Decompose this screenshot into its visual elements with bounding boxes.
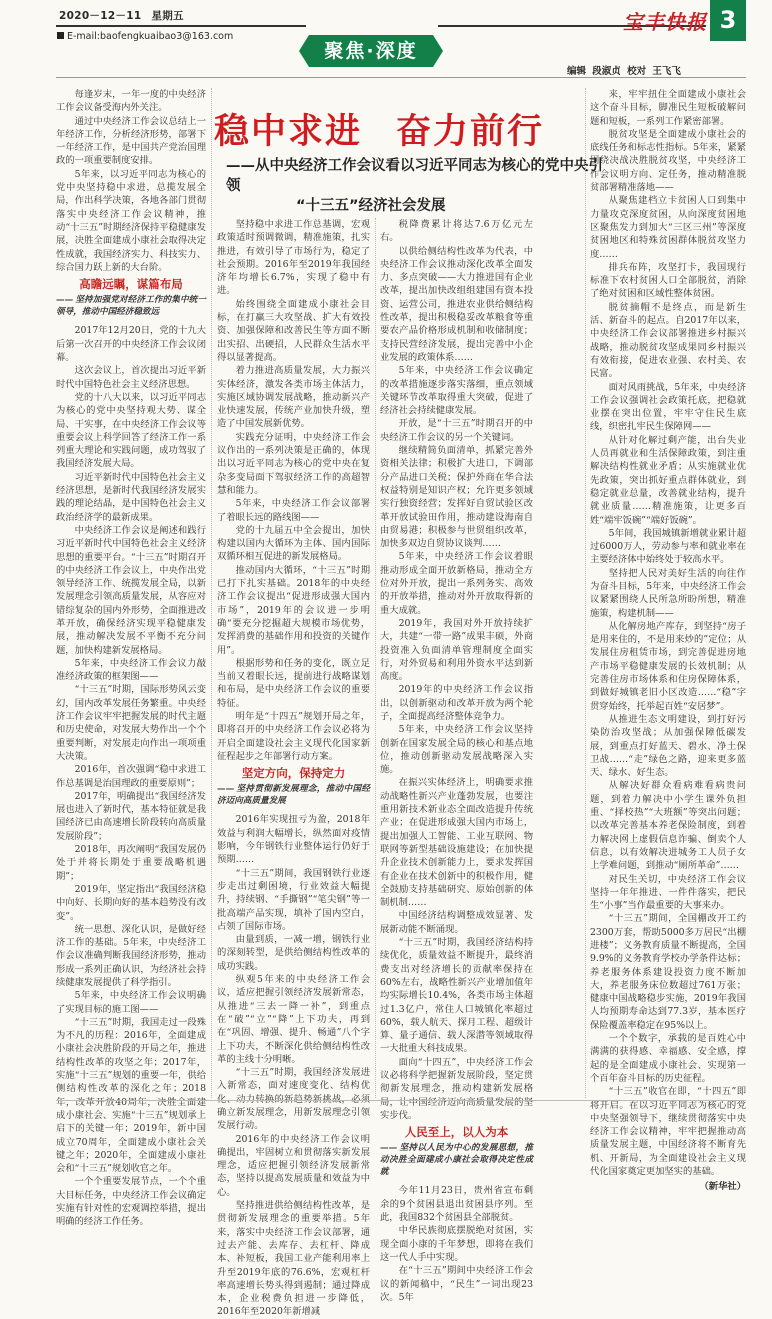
paragraph: 5年来，中央经济工作会议着眼推动形成全面开放新格局，推动全方位对外开放，提出一系列务实、高效的开放举措，推动对外开放取得新的重大成就。 bbox=[380, 551, 533, 616]
col1-top-paragraphs bbox=[56, 88, 206, 274]
section-2-title: 坚定方向，保持定力 bbox=[241, 766, 346, 781]
paragraph: 脱贫攻坚是全面建成小康社会的底线任务和标志性指标。5年来，紧紧围绕决战决胜脱贫攻坚，中央经济工作会议明方向、定任务，推动精准脱贫部署精准落地—— bbox=[590, 128, 746, 194]
paragraph: 5年来，中央经济工作会议部署了着眼长远的路线图—— bbox=[217, 498, 370, 523]
paragraph: 开放，是“十三五”时期召开的中央经济工作会议的另一个关键词。 bbox=[380, 418, 533, 443]
subhead-line-1: ——从中央经济工作会议看以习近平同志为核心的党中央引领 bbox=[226, 158, 603, 194]
kicker-dash: —— bbox=[56, 295, 74, 306]
paragraph: 2018年，再次阐明“我国发展仍处于并将长期处于重要战略机遇期”； bbox=[56, 844, 206, 882]
paragraph: 5年来，中央经济工作会议坚持创新在国家发展全局的核心和基点地位，推动创新驱动发展战略深入实施。 bbox=[380, 724, 533, 776]
header-divider bbox=[56, 77, 746, 78]
paragraph: 推动国内大循环，“十三五”时期已打下扎实基础。2018年的中央经济工作会议提出“促进形成强大国内市场”，2019年的会议进一步明确“要充分挖掘超大规模市场优势，发挥消费的基础作用和投资的关键作用”。 bbox=[217, 564, 370, 656]
paragraph: 2016年的中央经济工作会议明确提出，牢固树立和贯彻落实新发展理念，适应把握引领经济发展新常态，坚持以提高发展质量和效益为中心。 bbox=[217, 1133, 370, 1198]
section-2-kicker-text: 坚持贯彻新发展理念，推动中国经济迈向高质量发展 bbox=[217, 784, 370, 807]
paragraph: 2016年实现扭亏为盈，2018年效益与利润大幅增长，纵然面对疫情影响，今年钢铁行业整体运行仍好于预期…… bbox=[217, 814, 370, 866]
paragraph: 5年来，中央经济工作会议力敲准经济政策的框架图—— bbox=[56, 657, 206, 683]
paragraph: 着力推进高质量发展，大力振兴实体经济，激发各类市场主体活力，实施区域协调发展战略，推动新兴产业快速发展，传统产业加快升级，塑造了中国发展新优势。 bbox=[217, 365, 370, 430]
paragraph: “十三五”时期，国际形势风云变幻，国内改革发展任务繁重。中央经济工作会议牢牢把握发展的时代主题和历史使命，对发展大势作出一个个重要判断，对发展走向作出一项项重大决策。 bbox=[56, 684, 206, 762]
section-2-kicker bbox=[217, 783, 370, 807]
paragraph: 从解决好群众看病难看病贵问题，到着力解决中小学生课外负担重、“择校热”“大班额”等突出问题；以改革完善基本养老保险制度，到着力解决网上虚假信息诈骗、倒卖个人信息，以有效解决进城务工人员子女上学难问题，到推动“厕所革命”…… bbox=[590, 780, 746, 872]
col1-main-paragraphs bbox=[56, 324, 206, 1228]
column-separator bbox=[211, 88, 212, 1098]
paragraph: 面向“十四五”，中央经济工作会议必将科学把握新发展阶段，坚定贯彻新发展理念，推动构建新发展格局，让中国经济迈向高质量发展的坚实步伐。 bbox=[380, 1056, 533, 1121]
col2-paragraphs-b bbox=[217, 813, 370, 1318]
article-headline bbox=[214, 104, 544, 154]
paper-logo: 宝丰快报 bbox=[623, 10, 707, 34]
paragraph: 坚持把人民对美好生活的向往作为奋斗目标，5年来，中央经济工作会议紧紧围绕人民所急所盼所想，精准施策，构建机制—— bbox=[590, 567, 746, 619]
col3-paragraphs-b bbox=[380, 1184, 533, 1304]
paragraph: 2019年，我国对外开放持续扩大，共建“一带一路”成果丰硕，外商投资准入负面清单管理制度全面实行，对外贸易和利用外资水平达到新高度。 bbox=[380, 617, 533, 683]
section-3-kicker bbox=[380, 1142, 533, 1178]
section-3-kicker-text: 坚持以人民为中心的发展思想，推动决胜全面建成小康社会取得决定性成就 bbox=[380, 1143, 533, 1178]
paragraph: 继续精简负面清单，抓紧完善外资相关法律；积极扩大进口，下调部分产品进口关税；保护外商在华合法权益特别是知识产权；允许更多领域实行独资经营；发挥好自贸试验区改革开放试验田作用，推动建设海南自由贸易港；积极参与世贸组织改革，加快多双边自贸协议谈判…… bbox=[380, 445, 533, 550]
weekday-text: 星期五 bbox=[151, 10, 184, 22]
paragraph: “十三五”时期，我国经济发展进入新常态，面对速度变化、结构优化、动力转换的新趋势新挑战，必须确立新发展理念，用新发展理念引领发展行动。 bbox=[217, 1067, 370, 1132]
paragraph: 实践充分证明，中央经济工作会议作出的一系列决策是正确的，体现出以习近平同志为核心的党中央在复杂多变局面下驾驭经济工作的高超智慧和能力。 bbox=[217, 431, 370, 496]
paragraph: 从针对化解过剩产能，出台失业人员再就业和生活保障政策，到注重解决结构性就业矛盾；从实施就业优先政策，突出抓好重点群体就业，到稳定就业总量，改善就业结构，提升就业质量……精准施策，让更多百姓“端牢饭碗”“端好饭碗”。 bbox=[590, 434, 746, 526]
paragraph: 党的十八大以来，以习近平同志为核心的党中央坚持观大势、谋全局、干实事，在中央经济工作会议等重要会议上科学回答了经济工作一系列重大理论和实践问题，成功驾驭了我国经济发展大局。 bbox=[56, 391, 206, 470]
paragraph: 中央经济工作会议是阐述和践行习近平新时代中国特色社会主义经济思想的重要平台。“十三五”时期召开的中央经济工作会议上，中央作出党领导经济工作、统揽发展全局，以新发展理念引领高质量发展，从容应对错综复杂的国内外形势，全面推进改革开放，确保经济实现平稳健康发展，推动解决发展不平衡不充分问题，加快构建新发展格局。 bbox=[56, 524, 206, 656]
paragraph: “十三五”期间，我国钢铁行业逐步走出过剩困境，行业效益大幅提升，持续钢、“手撕钢”“笔尖钢”等一批高端产品实现，填补了国内空白，占领了国际市场。 bbox=[217, 867, 370, 932]
col3-paragraphs-a bbox=[380, 218, 533, 1122]
paragraph: 在振兴实体经济上，明确要求推动战略性新兴产业蓬勃发展，也要注重用新技术新业态全面改造提升传统产业；在促进形成强大国内市场上，提出加强人工智能、工业互联网、物联网等新型基础设施建设；在加快提升企业技术创新能力上，要求发挥国有企业在技术创新中的积极作用，健全鼓励支持基础研究、原始创新的体制机制…… bbox=[380, 777, 533, 909]
paragraph: 税降费累计将达7.6万亿元左右。 bbox=[380, 219, 533, 244]
paragraph: 脱贫摘帽不是终点，而是新生活、新奋斗的起点。自2017年以来，中央经济工作会议部署推进乡村振兴战略，推动脱贫攻坚成果同乡村振兴有效衔接，促进农业强、农村美、农民富。 bbox=[590, 301, 746, 380]
paragraph: 今年11月23日，贵州省宣布剩余的9个贫困县退出贫困县序列。至此，我国832个贫困县全部脱贫。 bbox=[380, 1185, 533, 1224]
paragraph: 对民生关切，中央经济工作会议坚持一年年推进、一件件落实，把民生“小事”当作最重要的大事来办。 bbox=[590, 873, 746, 912]
email-text: E-mail:baofengkuaibao3@163.com bbox=[67, 31, 234, 42]
paragraph: 2017年12月20日，党的十九大后第一次召开的中央经济工作会议闭幕。 bbox=[56, 325, 206, 364]
headline-part-1: 稳中求进 bbox=[214, 111, 363, 152]
paragraph: 2019年，坚定指出“我国经济稳中向好、长期向好的基本趋势没有改变”。 bbox=[56, 883, 206, 922]
paragraph: 面对风雨挑战，5年来，中央经济工作会议强调社会政策托底，把稳就业摆在突出位置，牢牢守住民生底线，织密扎牢民生保障网—— bbox=[590, 381, 746, 433]
column-3 bbox=[380, 218, 533, 1303]
paragraph: 2017年，明确提出“我国经济发展也进入了新时代，基本特征就是我国经济已由高速增长阶段转向高质量发展阶段”； bbox=[56, 790, 206, 842]
col2-paragraphs-a bbox=[217, 218, 370, 763]
article-subhead bbox=[226, 156, 606, 216]
kicker-dash: —— bbox=[380, 1143, 398, 1154]
paragraph: 纵观5年来的中央经济工作会议，适应把握引领经济发展新常态，从推进“三去一降一补”，到重点在“破”“立”“降”上下功夫，再到在“巩固、增强、提升、畅通”八个字上下功夫，不断深化供给侧结构性改革的主线十分明晰。 bbox=[217, 974, 370, 1065]
paragraph: 由量到质，一减一增，钢铁行业的深刻转型，是供给侧结构性改革的成功实践。 bbox=[217, 934, 370, 972]
date-text: 2020－12－11 bbox=[59, 10, 142, 22]
editors-line: 编辑 段淑贞 校对 王飞飞 bbox=[567, 66, 681, 77]
paragraph: 明年是“十四五”规划开局之年，即将召开的中央经济工作会议必将为开启全面建设社会主义现代化国家新征程起步之年部署行动方案。 bbox=[217, 710, 370, 762]
paragraph: 习近平新时代中国特色社会主义经济思想，是新时代我国经济发展实践的理论结晶，是中国特色社会主义政治经济学的最新成果。 bbox=[56, 471, 206, 523]
paragraph: 坚持稳中求进工作总基调，宏观政策适时预调微调，精准施策，扎实推进，有效引导了市场行为，稳定了社会预期。2016年至2019年我国经济年均增长6.7%，实现了稳中有进。 bbox=[217, 219, 370, 297]
masthead-rule-left bbox=[56, 25, 306, 27]
paragraph: 5年来，以习近平同志为核心的党中央坚持稳中求进，总揽发展全局，作出科学决策，各地各部门贯彻落实中央经济工作会议精神，推动“十三五”时期经济保持平稳健康发展，决胜全面建成小康社会取得决定性成就，我国经济实力、科技实力、综合国力跃上新的大台阶。 bbox=[56, 168, 206, 273]
paragraph: 每逢岁末，一年一度的中央经济工作会议备受海内外关注。 bbox=[56, 89, 206, 114]
section-1-title: 高瞻远瞩，谋篇布局 bbox=[79, 277, 183, 292]
byline: （新华社） bbox=[699, 1181, 746, 1193]
headline-part-2: 奋力前行 bbox=[396, 111, 545, 152]
subhead-line-2: “十三五”经济社会发展 bbox=[296, 198, 446, 214]
paragraph: 这次会议上，首次提出习近平新时代中国特色社会主义经济思想。 bbox=[56, 365, 206, 390]
paragraph: 始终围绕全面建成小康社会目标，在打赢三大攻坚战、扩大有效投资、加强保障和改善民生等方面不断出实招、出硬招，人民群众生活水平得以显著提高。 bbox=[217, 298, 370, 363]
kicker-dash: —— bbox=[217, 784, 235, 795]
paragraph: 从聚焦建档立卡贫困人口到集中力量攻克深度贫困，从向深度贫困地区聚焦发力到加大“三区三州”等深度贫困地区和特殊贫困群体脱贫攻坚力度…… bbox=[590, 195, 746, 260]
paragraph: 2016年，首次强调“稳中求进工作总基调是治国理政的重要原则”； bbox=[56, 764, 206, 789]
issue-date bbox=[59, 8, 184, 23]
column-4 bbox=[590, 88, 746, 1193]
col4-paragraphs bbox=[590, 88, 746, 1178]
paragraph: 通过中央经济工作会议总结上一年经济工作，分析经济形势，部署下一年经济工作，是中国共产党治国理政的一项重要制度安排。 bbox=[56, 115, 206, 167]
column-separator bbox=[585, 88, 586, 1098]
page-number: 3 bbox=[710, 0, 746, 41]
paragraph: 从推进生态文明建设，到打好污染防治攻坚战；从加强保障低碳发展，到重点打好蓝天、碧水、净土保卫战……“走”绿色之路，迎来更多蓝天、绿水、好生态。 bbox=[590, 713, 746, 779]
paragraph: 2019年的中央经济工作会议指出，以创新驱动和改革开放为两个轮子，全面提高经济整体竞争力。 bbox=[380, 684, 533, 722]
paragraph: 坚持推进供给侧结构性改革，是贯彻新发展理念的重要举措。5年来，落实中央经济工作会议部署，通过去产能、去库存、去杠杆、降成本、补短板，我国工业产能利用率上升至2019年底的76.6%，宏观杠杆率高速增长势头得到遏制；通过降成本，企业税费负担进一步降低，2016年至2020年新增减 bbox=[217, 1200, 370, 1318]
email-line bbox=[57, 31, 233, 42]
page-bottom-rule bbox=[56, 1100, 746, 1101]
paragraph: “十三五”期间，全国棚改开工约2300万套，帮助5000多万居民“出棚进楼”；义务教育质量不断提高，全国9.9%的义务教育学校办学条件达标；养老服务体系建设投资力度不断加大，养老服务床位数超过761万张；健康中国战略稳步实施，2019年我国人均预期寿命达到77.3岁，基本医疗保险覆盖率稳定在95%以上。 bbox=[590, 913, 746, 1031]
paragraph: 以供给侧结构性改革为代表，中央经济工作会议推动深化改革全面发力、多点突破——大力推进国有企业改革，提出加快改组组建国有资本投资、运营公司，推进农业供给侧结构性改革，提出积极稳妥改革粮食等重要农产品价格形成机制和收储制度；支持民营经济发展，提出完善中小企业发展的政策体系…… bbox=[380, 245, 533, 363]
paragraph: 一个个数字，承载的是百姓心中满满的获得感、幸福感、安全感，撑起的是全面建成小康社会、实现第一个百年奋斗目标的历史征程。 bbox=[590, 1033, 746, 1084]
paragraph: “十三五”收官在即，“十四五”即将开启。在以习近平同志为核心的党中央坚强领导下，继续贯彻落实中央经济工作会议精神，牢牢把握推动高质量发展主题，中国经济将不断育先机、开新局，为全面建设社会主义现代化国家奠定更加坚实的基础。 bbox=[590, 1086, 746, 1178]
paragraph: 排兵布阵，攻坚打卡，我国现行标准下农村贫困人口全部脱贫，消除了绝对贫困和区域性整体贫困。 bbox=[590, 261, 746, 300]
paragraph: 从化解房地产库存，到坚持“房子是用来住的，不是用来炒的”定位；从发展住房租赁市场，到完善促进房地产市场平稳健康发展的长效机制；从完善住房市场体系和住房保障体系，到做好城镇老旧小区改造……“稳”字贯穿始终，托举起百姓“安居梦”。 bbox=[590, 620, 746, 712]
column-separator bbox=[375, 218, 376, 1098]
paragraph: 来，牢牢扭住全面建成小康社会这个奋斗目标，脚准民生短板破解问题和短板，一系列工作紧密部署。 bbox=[590, 89, 746, 127]
paragraph: 5年间，我国城镇新增就业累计超过6000万人，劳动参与率和就业率在主要经济体中始终处于较高水平。 bbox=[590, 527, 746, 566]
paragraph: “十三五”时期，我国经济结构持续优化，质量效益不断提升，最终消费支出对经济增长的贡献率保持在60%左右，战略性新兴产业增加值年均实际增长10.4%，各类市场主体超过1.3亿户，常住人口城镇化率超过60%，载人航天、探月工程、超级计算、量子通信、载人深潜等领域取得一大批重大科技成果。 bbox=[380, 937, 533, 1055]
column-2 bbox=[217, 218, 370, 1318]
paragraph: 5年来，中央经济工作会议确定的改革措施逐步落实落细，重点领域关键环节改革取得重大突破，促进了经济社会持续健康发展。 bbox=[380, 365, 533, 417]
column-1 bbox=[56, 88, 206, 1228]
paragraph: 中国经济结构调整成效显著、发展新动能不断涌现。 bbox=[380, 910, 533, 935]
paragraph: 一个个重要发展节点，一个个重大目标任务，中央经济工作会议确定实施有针对性的宏观调控举措，提出明确的经济工作任务。 bbox=[56, 1176, 206, 1228]
paragraph: “十三五”时期，我国走过一段殊为不凡的历程：2016年，全面建成小康社会决胜阶段的开局之年，推进结构性改革的攻坚之年；2017年，实施“十三五”规划的重要一年，供给侧结构性改革的深化之年；2018年，改革开放40周年，决胜全面建成小康社会、实施“十三五”规划承上启下的关键一年；2019年，新中国成立70周年，全面建成小康社会关键之年；2020年，全面建成小康社会和“十三五”规划收官之年。 bbox=[56, 1016, 206, 1175]
section-1-kicker-text: 坚持加强党对经济工作的集中统一领导，推动中国经济稳致远 bbox=[56, 295, 206, 318]
paragraph: 统一思想、深化认识，是做好经济工作的基础。5年来，中央经济工作会议准确判断我国经济形势，推动形成一系列正确认识，为经济社会持续健康发展提供了科学指引。 bbox=[56, 923, 206, 988]
paragraph: 根据形势和任务的变化，既立足当前又着眼长远，提前进行战略谋划和布局，是中央经济工作会议的重要特征。 bbox=[217, 657, 370, 709]
section-1-kicker bbox=[56, 294, 206, 318]
paragraph: 党的十九届五中全会提出，加快构建以国内大循环为主体、国内国际双循环相互促进的新发展格局。 bbox=[217, 524, 370, 563]
paragraph: 5年来，中央经济工作会议明确了实现目标的施工图—— bbox=[56, 990, 206, 1015]
section-3-title: 人民至上，以人为本 bbox=[404, 1125, 509, 1140]
paragraph: 在“十三五”期间中央经济工作会议的新闻稿中，“民生”一词出现23次。5年 bbox=[380, 1265, 533, 1303]
masthead bbox=[0, 0, 772, 78]
section-badge: 聚焦·深度 bbox=[309, 35, 433, 67]
square-bullet-icon bbox=[57, 32, 64, 39]
paragraph: 中华民族彻底摆脱绝对贫困，实现全面小康的千年梦想，即将在我们这一代人手中实现。 bbox=[380, 1225, 533, 1263]
